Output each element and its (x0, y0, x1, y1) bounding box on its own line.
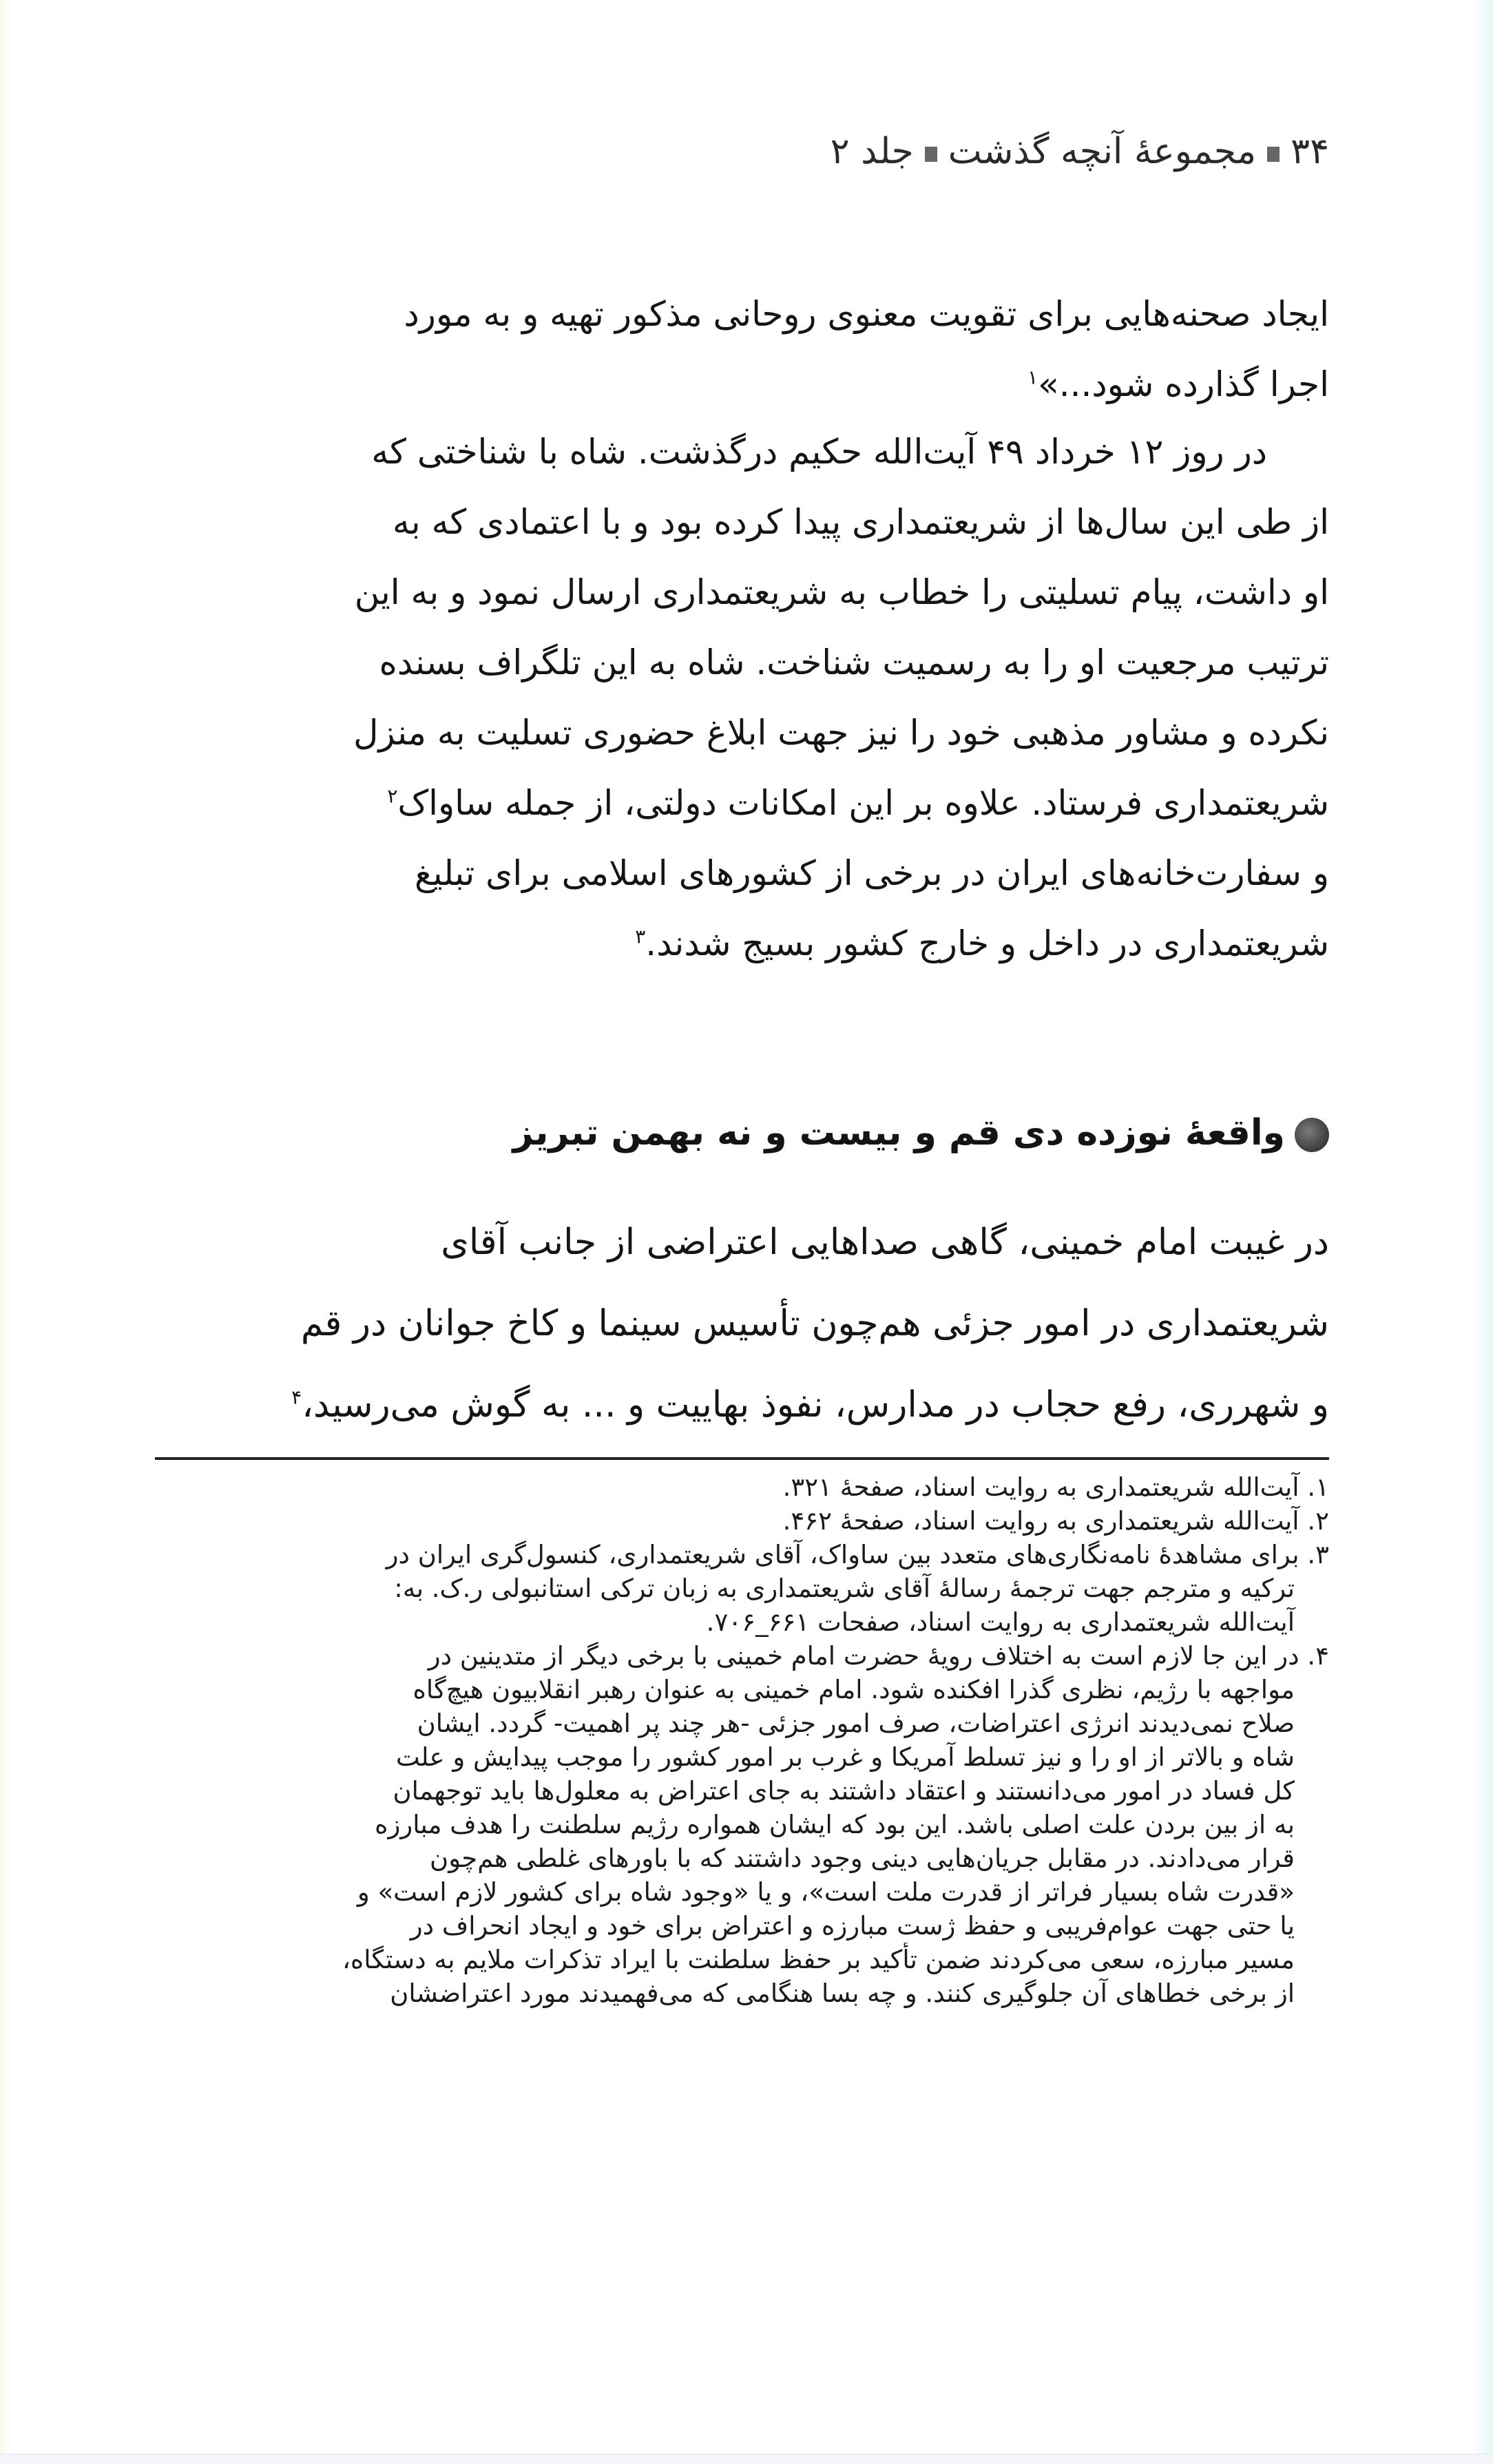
page-number: ۳۴ (1291, 131, 1329, 172)
text-line: او داشت، پیام تسلیتی را خطاب به شریعتمداری ارسال نمود و به این (354, 572, 1329, 612)
square-separator-icon (1267, 147, 1280, 162)
text-line: نکرده و مشاور مذهبی خود را نیز جهت ابلاغ حضوری تسلیت به منزل (353, 713, 1329, 753)
text-line: از طی این سال‌ها از شریعتمداری پیدا کرده بود و با اعتمادی که به (392, 502, 1329, 542)
text-line: در غیبت امام خمینی، گاهی صداهایی اعتراضی از جانب آقای (441, 1222, 1329, 1263)
footnote-number: ۲. (1307, 1506, 1329, 1536)
text-line: شریعتمداری فرستاد. علاوه بر این امکانات دولتی، از جمله ساواک$^۲$ (387, 783, 1329, 823)
text-line: شریعتمداری در داخل و خارج کشور بسیج شدند.$^۳$ (635, 923, 1329, 963)
footnote-line: به از بین بردن علت اصلی باشد. این بود که ایشان همواره رژیم سلطنت را هدف مبارزه (375, 1810, 1295, 1839)
section-title: واقعهٔ نوزده دی قم و بیست و نه بهمن تبریز (512, 1112, 1285, 1153)
text-line: ترتیب مرجعیت او را به رسمیت شناخت. شاه به این تلگراف بسنده (379, 643, 1329, 682)
volume-label: جلد ۲ (830, 131, 914, 172)
quote-continuation (155, 279, 1329, 419)
text-line: شریعتمداری در امور جزئی هم‌چون تأسیس سینما و کاخ جوانان در قم (300, 1303, 1329, 1344)
square-separator-icon (925, 147, 937, 162)
book-title: مجموعهٔ آنچه گذشت (948, 131, 1257, 172)
footnote-line: ۴. در این جا لازم است به اختلاف رویهٔ حضرت امام خمینی با برخی دیگر از متدینین در (428, 1641, 1329, 1671)
footnote-line: مواجهه با رژیم، نظری گذرا افکنده شود. امام خمینی به عنوان رهبر انقلابیون هیچ‌گاه (413, 1675, 1295, 1704)
text-line: در روز ۱۲ خرداد ۴۹ آیت‌الله حکیم درگذشت. شاه با شناختی که (371, 432, 1267, 472)
footnote-separator (155, 1457, 1329, 1460)
footnote-2 (155, 1504, 1329, 1538)
text-line: و شهرری، رفع حجاب در مدارس، نفوذ بهاییت و ... به گوش می‌رسید،$^۴$ (291, 1384, 1329, 1426)
footnote-number: ۴. (1307, 1641, 1329, 1671)
page-edge-left (0, 0, 12, 2464)
footnote-line: صلاح نمی‌دیدند انرژی اعتراضات، صرف امور جزئی -هر چند پر اهمیت- گردد. ایشان (417, 1709, 1295, 1738)
text-line: اجرا گذارده شود...»$^۱$ (1027, 364, 1329, 404)
footnote-line: ۱. آیت‌الله شریعتمداری به روایت اسناد، صفحهٔ ۳۲۱. (782, 1472, 1329, 1502)
footnote-line: ۲. آیت‌الله شریعتمداری به روایت اسناد، صفحهٔ ۴۶۲. (782, 1506, 1329, 1536)
running-header (155, 124, 1329, 179)
footnote-line: ۳. برای مشاهدهٔ نامه‌نگاری‌های متعدد بین ساواک، آقای شریعتمداری، کنسول‌گری ایران در (386, 1540, 1329, 1569)
footnote-line: از برخی خطاهای آن جلوگیری کنند. و چه بسا هنگامی که می‌فهمیدند مورد اعتراضشان (390, 1978, 1295, 2008)
footnote-number: ۱. (1307, 1472, 1329, 1502)
footnotes (155, 1470, 1329, 2010)
footnote-ref[interactable]: ۴ (291, 1386, 302, 1409)
footnote-line: شاه و بالاتر از او را و نیز تسلط آمریکا و غرب بر امور کشور را موجب پیدایش و علت (395, 1742, 1295, 1772)
footnote-line: آیت‌الله شریعتمداری به روایت اسناد، صفحات ۶۶۱_۷۰۶. (706, 1607, 1295, 1637)
section-paragraph (155, 1202, 1329, 1445)
footnote-ref[interactable]: ۲ (387, 784, 398, 808)
footnote-1 (155, 1470, 1329, 1504)
footnote-ref[interactable]: ۱ (1027, 366, 1038, 389)
section-heading (155, 1102, 1329, 1164)
footnote-line: ترکیه و مترجم جهت ترجمهٔ رسالهٔ آقای شریعتمداری به زبان ترکی استانبولی ر.ک. به: (394, 1574, 1295, 1603)
footnote-4 (155, 1639, 1329, 2010)
footnote-ref[interactable]: ۳ (635, 925, 646, 948)
footnote-line: یا حتی جهت عوام‌فریبی و حفظ ژست مبارزه و اعتراض برای خود و ایجاد انحراف در (410, 1911, 1295, 1941)
footnote-line: قرار می‌دادند. در مقابل جریان‌هایی دینی وجود داشتند که با باورهای غلطی هم‌چون (430, 1844, 1295, 1873)
paragraph (155, 417, 1329, 979)
text-line: و سفارت‌خانه‌های ایران در برخی از کشورهای اسلامی برای تبلیغ (415, 853, 1329, 893)
footnote-line: «قدرت شاه بسیار فراتر از قدرت ملت است»، و یا «وجود شاه برای کشور لازم است» و (357, 1877, 1295, 1907)
page-edge-right (1472, 0, 1493, 2464)
bullet-circle-icon (1295, 1118, 1329, 1152)
footnote-3 (155, 1538, 1329, 1639)
page-bottom-edge (0, 2454, 1493, 2464)
footnote-number: ۳. (1307, 1540, 1329, 1569)
footnote-line: کل فساد در امور می‌دانستند و اعتقاد داشتند به جای اعتراض به معلول‌ها باید توجهمان (393, 1776, 1295, 1806)
footnote-line: مسیر مبارزه، سعی می‌کردند ضمن تأکید بر حفظ سلطنت با ایراد تذکرات ملایم به دستگاه، (342, 1945, 1295, 1974)
text-line: ایجاد صحنه‌هایی برای تقویت معنوی روحانی مذکور تهیه و به مورد (404, 294, 1329, 334)
